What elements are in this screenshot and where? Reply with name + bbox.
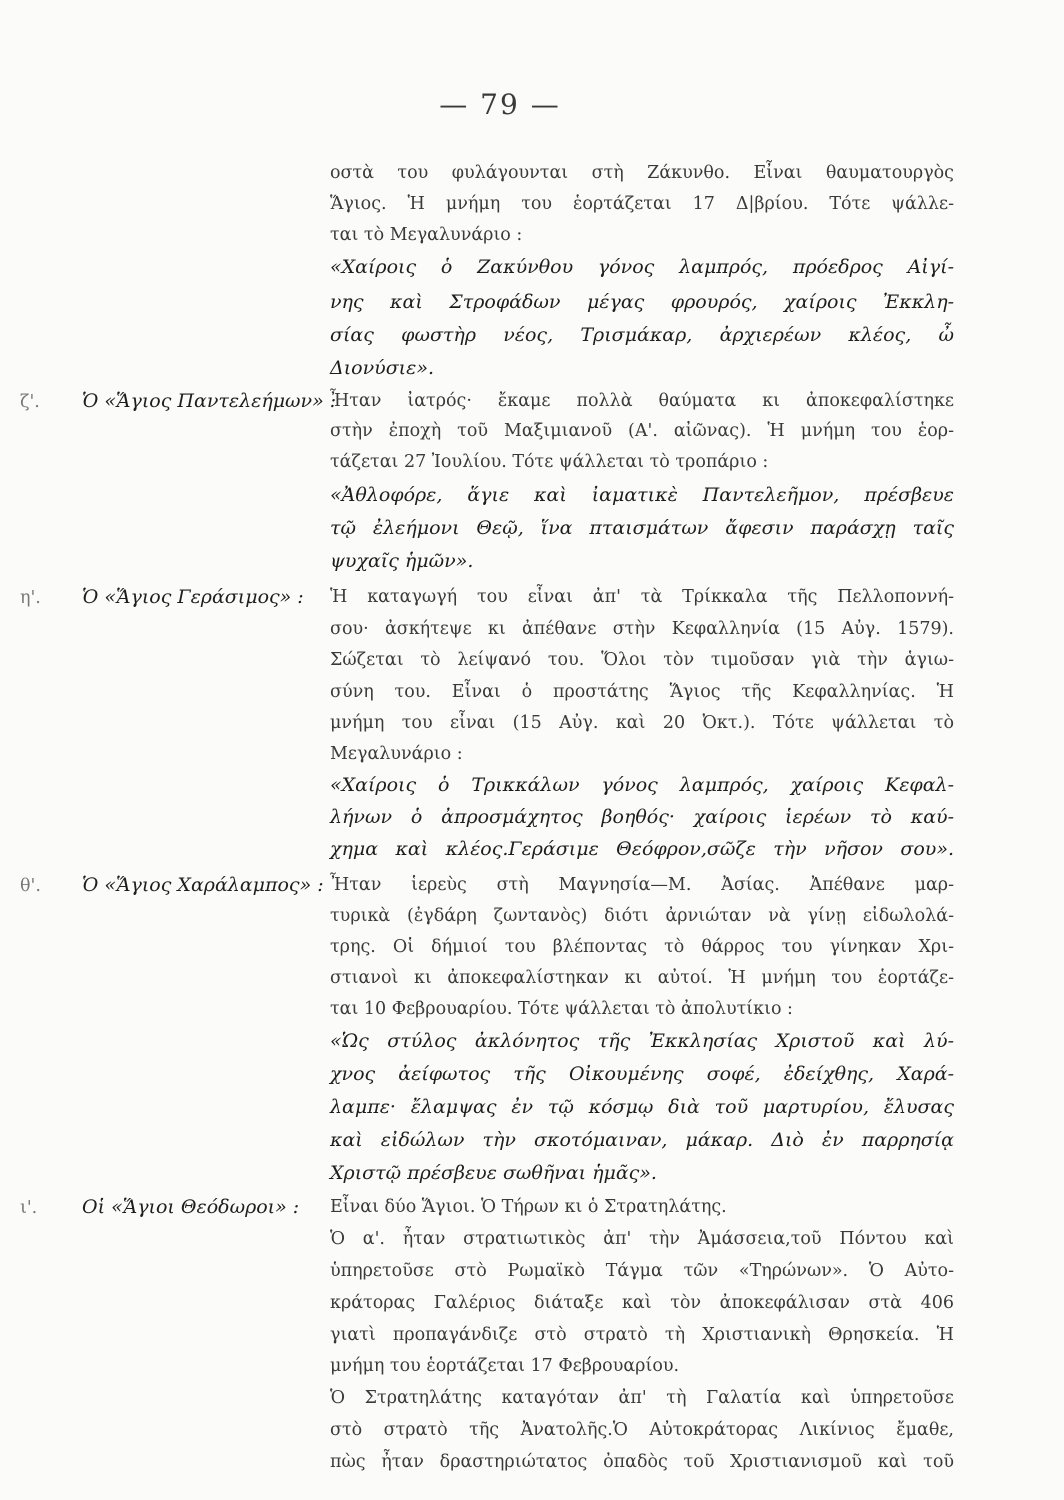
entry-hymn-line: Χριστῷ πρέσβευε σωθῆναι ἡμᾶς». [330,1162,657,1184]
entry-heading [20,584,330,612]
entry-hymn-line: «Ὡς στύλος ἀκλόνητος τῆς Ἐκκλησίας Χριστοῦ καὶ λύ- [330,1030,954,1052]
entry-hymn-line: χνος ἀείφωτος τῆς Οἰκουμένης σοφέ, ἐδείχθης, Χαρά- [330,1063,954,1085]
intro-hymn-line: νης καὶ Στροφάδων μέγας φρουρός, χαίροις Ἐκκλη- [330,291,954,313]
entry-line: μνήμη του εἶναι (15 Αὐγ. καὶ 20 Ὀκτ.). Τότε ψάλλεται τὸ [330,713,954,733]
entry-line: ὑπηρετοῦσε στὸ Ρωμαϊκὸ Τάγμα τῶν «Τηρώνων». Ὁ Αὐτο- [330,1261,954,1281]
entry-hymn-line: ψυχαῖς ἡμῶν». [330,550,474,572]
entry-line: Μεγαλυνάριο : [330,744,463,764]
entry-marker: θ'. [20,876,41,896]
entry-hymn-line: λαμπε· ἔλαμψας ἐν τῷ κόσμῳ διὰ τοῦ μαρτυρίου, ἔλυσας [330,1096,954,1118]
entry-heading [20,872,330,900]
entry-line: γιατὶ προπαγάνδιζε στὸ στρατὸ τὴ Χριστιανικὴ Θρησκεία. Ἡ [330,1325,954,1345]
entry-title: Ὁ «Ἅγιος Γεράσιμος» : [82,586,304,608]
entry-hymn-line: τῷ ἐλεήμονι Θεῷ, ἵνα πταισμάτων ἄφεσιν παράσχῃ ταῖς [330,517,954,539]
entry-hymn-line: χημα καὶ κλέος.Γεράσιμε Θεόφρον,σῶζε τὴν νῆσον σου». [330,838,954,860]
entry-title: Οἱ «Ἅγιοι Θεόδωροι» : [82,1196,300,1218]
entry-line: Ὁ Στρατηλάτης καταγόταν ἀπ' τὴ Γαλατία καὶ ὑπηρετοῦσε [330,1388,954,1408]
entry-title: Ὁ «Ἅγιος Παντελεήμων» : [82,390,337,412]
entry-hymn-line: καὶ εἰδώλων τὴν σκοτόμαιναν, μάκαρ. Διὸ ἐν παρρησίᾳ [330,1129,954,1151]
entry-line: Ὁ α'. ἦταν στρατιωτικὸς ἀπ' τὴν Ἀμάσσεια,τοῦ Πόντου καὶ [330,1229,954,1249]
entry-line: Ἦταν ἱερεὺς στὴ Μαγνησία—Μ. Ἀσίας. Ἀπέθανε μαρ- [330,875,954,895]
entry-line: ται 10 Φεβρουαρίου. Τότε ψάλλεται τὸ ἀπολυτίκιο : [330,999,793,1019]
entry-line: Ἡ καταγωγή του εἶναι ἀπ' τὰ Τρίκκαλα τῆς Πελλοποννή- [330,587,954,607]
entry-hymn-line: «Χαίροις ὁ Τρικκάλων γόνος λαμπρός, χαίροις Κεφαλ- [330,774,954,796]
entry-heading [20,1194,330,1222]
entry-line: τρης. Οἱ δήμιοί του βλέποντας τὸ θάρρος του γίνηκαν Χρι- [330,937,954,957]
entry-marker: ζ'. [20,392,40,412]
entry-line: Εἶναι δύο Ἅγιοι. Ὁ Τήρων κι ὁ Στρατηλάτης. [330,1197,727,1217]
entry-line: στὴν ἐποχὴ τοῦ Μαξιμιανοῦ (Α'. αἰῶνας). Ἡ μνήμη του ἑορ- [330,421,954,441]
entry-hymn-line: «Ἀθλοφόρε, ἅγιε καὶ ἰαματικὲ Παντελεῆμον, πρέσβευε [330,484,954,506]
page-number: — 79 — [439,88,561,121]
intro-hymn-line: «Χαίροις ὁ Ζακύνθου γόνος λαμπρός, πρόεδρος Αἰγί- [330,256,954,278]
entry-line: μνήμη του ἑορτάζεται 17 Φεβρουαρίου. [330,1356,680,1376]
entry-line: Σώζεται τὸ λείψανό του. Ὅλοι τὸν τιμοῦσαν γιὰ τὴν ἁγιω- [330,650,954,670]
entry-line: Ἦταν ἰατρός· ἔκαμε πολλὰ θαύματα κι ἀποκεφαλίστηκε [330,391,954,411]
entry-title: Ὁ «Ἅγιος Χαράλαμπος» : [82,874,324,896]
entry-heading [20,388,337,416]
intro-line: οστὰ του φυλάγουνται στὴ Ζάκυνθο. Εἶναι θαυματουργὸς [330,163,954,183]
entry-line: κράτορας Γαλέριος διάταξε καὶ τὸν ἀποκεφάλισαν στὰ 406 [330,1293,954,1313]
intro-hymn-line: σίας φωστὴρ νέος, Τρισμάκαρ, ἀρχιερέων κλέος, ὦ [330,324,954,346]
intro-line: Ἅγιος. Ἡ μνήμη του ἑορτάζεται 17 Δ|βρίου. Τότε ψάλλε- [330,194,954,214]
intro-line: ται τὸ Μεγαλυνάριο : [330,225,523,245]
entry-line: τάζεται 27 Ἰουλίου. Τότε ψάλλεται τὸ τροπάριο : [330,452,769,472]
entry-hymn-line: λήνων ὁ ἀπροσμάχητος βοηθός· χαίροις ἱερέων τὸ καύ- [330,806,954,828]
entry-line: πὼς ἦταν δραστηριώτατος ὀπαδὸς τοῦ Χριστιανισμοῦ καὶ τοῦ [330,1452,954,1472]
entry-line: στιανοὶ κι ἀποκεφαλίστηκαν κι αὐτοί. Ἡ μνήμη του ἑορτάζε- [330,968,954,988]
entry-line: τυρικὰ (ἐγδάρη ζωντανὸς) διότι ἀρνιώταν νὰ γίνῃ εἰδωλολά- [330,906,954,926]
entry-line: σου· ἀσκήτεψε κι ἀπέθανε στὴν Κεφαλληνία (15 Αὐγ. 1579). [330,619,954,639]
entry-marker: η'. [20,588,41,608]
entry-line: σύνη του. Εἶναι ὁ προστάτης Ἅγιος τῆς Κεφαλληνίας. Ἡ [330,682,954,702]
entry-line: στὸ στρατὸ τῆς Ἀνατολῆς.Ὁ Αὐτοκράτορας Λικίνιος ἔμαθε, [330,1420,954,1440]
intro-hymn-line: Διονύσιε». [330,357,434,379]
entry-marker: ι'. [20,1198,38,1218]
